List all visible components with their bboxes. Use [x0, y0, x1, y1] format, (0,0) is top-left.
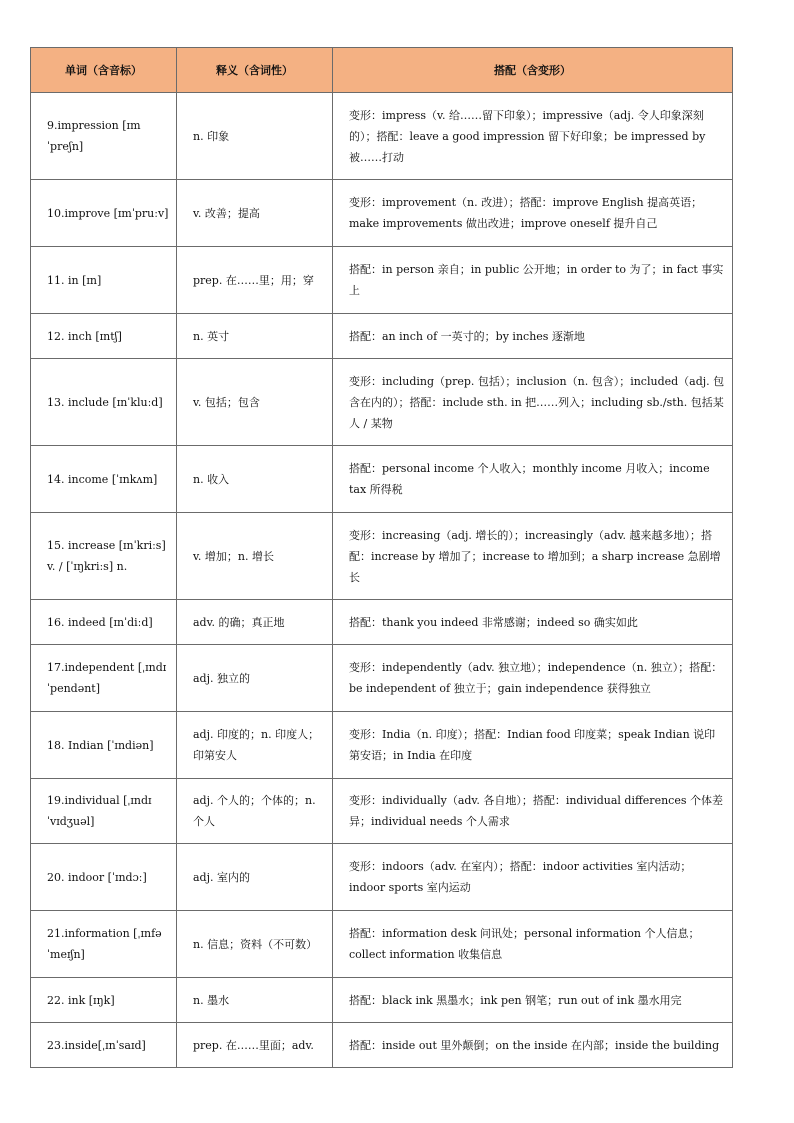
collocation-cell: 搭配：an inch of 一英寸的；by inches 逐渐地	[333, 314, 733, 359]
table-row	[31, 446, 733, 513]
meaning-cell: n. 印象	[177, 93, 333, 180]
word-cell: 13. include [ɪnˈkluːd]	[31, 359, 177, 446]
word-cell: 12. inch [ɪntʃ]	[31, 314, 177, 359]
meaning-cell: n. 墨水	[177, 978, 333, 1023]
collocation-cell: 变形：individually（adv. 各自地）；搭配：individual differences 个体差异；individual needs 个人需求	[333, 779, 733, 844]
meaning-cell: prep. 在……里面；adv.	[177, 1023, 333, 1068]
table-row	[31, 600, 733, 645]
collocation-cell: 变形：independently（adv. 独立地）；independence（n. 独立）；搭配：be independent of 独立于；gain independence 获得独立	[333, 645, 733, 712]
word-cell: 20. indoor [ˈɪndɔː]	[31, 844, 177, 911]
table-row	[31, 911, 733, 978]
word-cell: 19.individual [ˌɪndɪˈvɪdʒuəl]	[31, 779, 177, 844]
meaning-cell: adj. 印度的；n. 印度人；印第安人	[177, 712, 333, 779]
meaning-cell: v. 改善；提高	[177, 180, 333, 247]
word-cell: 17.independent [ˌɪndɪˈpendənt]	[31, 645, 177, 712]
table-row	[31, 645, 733, 712]
collocation-cell: 搭配：inside out 里外颠倒；on the inside 在内部；inside the building	[333, 1023, 733, 1068]
word-cell: 23.inside[ˌɪnˈsaɪd]	[31, 1023, 177, 1068]
collocation-cell: 搭配：in person 亲自；in public 公开地；in order to 为了；in fact 事实上	[333, 247, 733, 314]
header-collocation: 搭配（含变形）	[333, 48, 733, 93]
table-row	[31, 844, 733, 911]
table-row	[31, 1023, 733, 1068]
word-cell: 15. increase [ɪnˈkriːs] v. / [ˈɪŋkriːs] n.	[31, 513, 177, 600]
table-row	[31, 513, 733, 600]
header-meaning: 释义（含词性）	[177, 48, 333, 93]
word-cell: 11. in [ɪn]	[31, 247, 177, 314]
table-row	[31, 779, 733, 844]
meaning-cell: adj. 个人的；个体的；n. 个人	[177, 779, 333, 844]
word-cell: 22. ink [ɪŋk]	[31, 978, 177, 1023]
collocation-cell: 搭配：thank you indeed 非常感谢；indeed so 确实如此	[333, 600, 733, 645]
meaning-cell: v. 包括；包含	[177, 359, 333, 446]
meaning-cell: n. 收入	[177, 446, 333, 513]
table-row	[31, 712, 733, 779]
word-cell: 9.impression [ɪmˈpreʃn]	[31, 93, 177, 180]
collocation-cell: 搭配：information desk 问讯处；personal information 个人信息；collect information 收集信息	[333, 911, 733, 978]
meaning-cell: n. 英寸	[177, 314, 333, 359]
collocation-cell: 搭配：personal income 个人收入；monthly income 月收入；income tax 所得税	[333, 446, 733, 513]
word-cell: 18. Indian [ˈɪndiən]	[31, 712, 177, 779]
collocation-cell: 搭配：black ink 黑墨水；ink pen 钢笔；run out of ink 墨水用完	[333, 978, 733, 1023]
table-row	[31, 359, 733, 446]
collocation-cell: 变形：improvement（n. 改进）；搭配：improve English 提高英语；make improvements 做出改进；improve oneself 提升自己	[333, 180, 733, 247]
table-row	[31, 180, 733, 247]
collocation-cell: 变形：including（prep. 包括）；inclusion（n. 包含）；included（adj. 包含在内的）；搭配：include sth. in 把……列入；including sb./sth. 包括某人 / 某物	[333, 359, 733, 446]
vocabulary-table	[30, 47, 733, 1068]
header-row	[31, 48, 733, 93]
table-row	[31, 247, 733, 314]
word-cell: 10.improve [ɪmˈpruːv]	[31, 180, 177, 247]
word-cell: 21.information [ˌɪnfəˈmeɪʃn]	[31, 911, 177, 978]
word-cell: 16. indeed [ɪnˈdiːd]	[31, 600, 177, 645]
meaning-cell: n. 信息；资料（不可数）	[177, 911, 333, 978]
meaning-cell: prep. 在……里；用；穿	[177, 247, 333, 314]
meaning-cell: v. 增加；n. 增长	[177, 513, 333, 600]
table-row	[31, 978, 733, 1023]
collocation-cell: 变形：impress（v. 给……留下印象）；impressive（adj. 令人印象深刻的）；搭配：leave a good impression 留下好印象；be impressed by 被……打动	[333, 93, 733, 180]
collocation-cell: 变形：India（n. 印度）；搭配：Indian food 印度菜；speak Indian 说印第安语；in India 在印度	[333, 712, 733, 779]
header-word: 单词（含音标）	[31, 48, 177, 93]
meaning-cell: adj. 独立的	[177, 645, 333, 712]
meaning-cell: adj. 室内的	[177, 844, 333, 911]
table-row	[31, 93, 733, 180]
collocation-cell: 变形：indoors（adv. 在室内）；搭配：indoor activities 室内活动；indoor sports 室内运动	[333, 844, 733, 911]
collocation-cell: 变形：increasing（adj. 增长的）；increasingly（adv. 越来越多地）；搭配：increase by 增加了；increase to 增加到；a sharp increase 急剧增长	[333, 513, 733, 600]
table-row	[31, 314, 733, 359]
meaning-cell: adv. 的确；真正地	[177, 600, 333, 645]
word-cell: 14. income [ˈɪnkʌm]	[31, 446, 177, 513]
